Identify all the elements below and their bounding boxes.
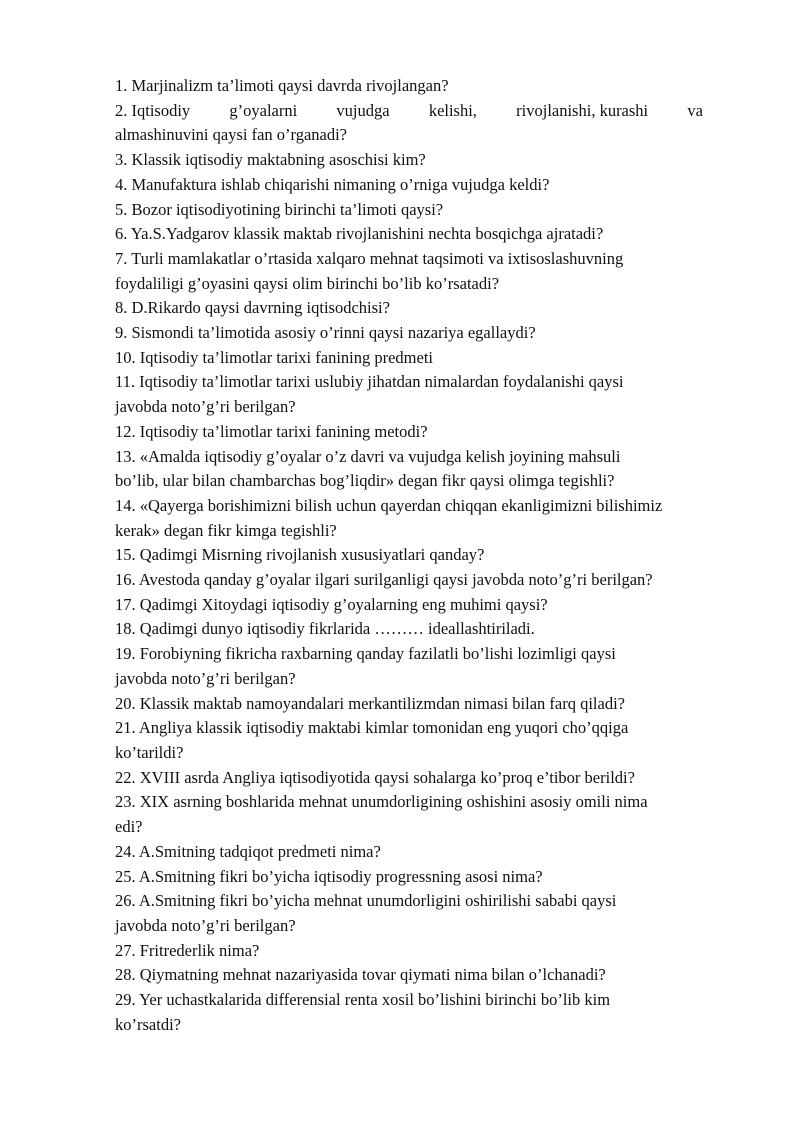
- question-text: A.Smitning fikri bo’yicha mehnat unumdorligini oshirilishi sababi qaysi: [138, 891, 617, 911]
- question-number: 10.: [115, 347, 136, 367]
- question-number: 2.: [115, 100, 128, 120]
- question-text: Angliya klassik iqtisodiy maktabi kimlar tomonidan eng yuqori cho’qqiga: [138, 718, 629, 738]
- question-text: D.Rikardo qaysi davrning iqtisodchisi?: [131, 298, 390, 318]
- question-text: Forobiyning fikricha raxbarning qanday fazilatli bo’lishi lozimligi qaysi: [139, 644, 616, 664]
- question-text-continuation: foydaliligi g’oyasini qaysi olim birinchi bo’lib ko’rsatadi?: [115, 273, 500, 293]
- question-22: [115, 766, 740, 791]
- question-text: Qadimgi dunyo iqtisodiy fikrlarida ……… ideallashtiriladi.: [139, 619, 535, 639]
- question-number: 18.: [115, 619, 136, 639]
- question-3: [115, 148, 740, 173]
- question-13: [115, 445, 740, 494]
- question-text: «Amalda iqtisodiy g’oyalar o’z davri va vujudga kelish joyining mahsuli: [139, 446, 621, 466]
- question-text: Marjinalizm ta’limoti qaysi davrda rivojlangan?: [131, 76, 449, 95]
- question-number: 20.: [115, 693, 136, 713]
- question-number: 16.: [115, 570, 136, 590]
- question-11: [115, 370, 740, 419]
- question-text: Iqtisodiy ta’limotlar tarixi fanining predmeti: [139, 347, 434, 367]
- question-5: [115, 198, 740, 223]
- question-27: [115, 939, 740, 964]
- question-21: [115, 716, 740, 765]
- question-28: [115, 963, 740, 988]
- question-number: 29.: [115, 990, 136, 1010]
- question-text: Yer uchastkalarida differensial renta xosil bo’lishini birinchi bo’lib kim: [139, 990, 611, 1010]
- question-text: Iqtisodiy ta’limotlar tarixi uslubiy jihatdan nimalardan foydalanishi qaysi: [139, 372, 624, 392]
- question-number: 13.: [115, 446, 136, 466]
- question-12: [115, 420, 740, 445]
- question-text: Fritrederlik nima?: [139, 940, 260, 960]
- question-number: 5.: [115, 199, 128, 219]
- question-text-continuation: almashinuvini qaysi fan o’rganadi?: [115, 125, 348, 145]
- question-number: 6.: [115, 224, 128, 244]
- question-text: Manufaktura ishlab chiqarishi nimaning o’rniga vujudga keldi?: [131, 174, 550, 194]
- question-text-continuation: ko’tarildi?: [115, 742, 184, 762]
- question-number: 17.: [115, 594, 136, 614]
- question-7: [115, 247, 740, 296]
- question-number: 23.: [115, 792, 136, 812]
- question-16: [115, 568, 740, 593]
- question-number: 24.: [115, 841, 136, 861]
- question-2-line-1: [115, 99, 703, 124]
- question-text: Klassik iqtisodiy maktabning asoschisi kim?: [131, 150, 426, 170]
- question-text: XVIII asrda Angliya iqtisodiyotida qaysi sohalarga ko’proq e’tibor berildi?: [139, 767, 635, 787]
- question-10: [115, 346, 740, 371]
- question-text: Sismondi ta’limotida asosiy o’rinni qaysi nazariya egallaydi?: [131, 323, 536, 343]
- question-word: Iqtisodiy: [131, 100, 191, 120]
- question-text: Qiymatning mehnat nazariyasida tovar qiymati nima bilan o’lchanadi?: [139, 965, 606, 985]
- question-text-continuation: javobda noto’g’ri berilgan?: [115, 397, 296, 417]
- question-4: [115, 173, 740, 198]
- question-8: [115, 296, 740, 321]
- question-text: A.Smitning fikri bo’yicha iqtisodiy progressning asosi nima?: [138, 866, 543, 886]
- question-text: Iqtisodiy ta’limotlar tarixi fanining metodi?: [139, 421, 428, 441]
- question-number: 27.: [115, 940, 136, 960]
- question-2: [115, 99, 740, 148]
- question-number: 4.: [115, 174, 128, 194]
- question-number: 3.: [115, 150, 128, 170]
- question-number: 15.: [115, 545, 136, 565]
- question-text-continuation: bo’lib, ular bilan chambarchas bog’liqdir» degan fikr qaysi olimga tegishli?: [115, 471, 615, 491]
- question-26: [115, 889, 740, 938]
- question-number: 1.: [115, 76, 128, 95]
- question-text: Ya.S.Yadgarov klassik maktab rivojlanishini nechta bosqichga ajratadi?: [130, 224, 604, 244]
- question-6: [115, 222, 740, 247]
- question-1: [115, 74, 740, 99]
- question-text-continuation: javobda noto’g’ri berilgan?: [115, 668, 296, 688]
- question-text: Klassik maktab namoyandalari merkantilizmdan nimasi bilan farq qiladi?: [139, 693, 625, 713]
- question-number: 7.: [115, 248, 128, 268]
- question-number: 11.: [115, 372, 136, 392]
- question-text: «Qayerga borishimizni bilish uchun qayerdan chiqqan ekanligimizni bilishimiz: [139, 495, 663, 515]
- question-text: XIX asrning boshlarida mehnat unumdorligining oshishini asosiy omili nima: [139, 792, 648, 812]
- question-14: [115, 494, 740, 543]
- question-text: Bozor iqtisodiyotining birinchi ta’limoti qaysi?: [131, 199, 444, 219]
- question-text: A.Smitning tadqiqot predmeti nima?: [138, 841, 381, 861]
- question-25: [115, 865, 740, 890]
- question-text-continuation: edi?: [115, 817, 143, 837]
- question-29: [115, 988, 740, 1037]
- question-text-continuation: kerak» degan fikr kimga tegishli?: [115, 520, 337, 540]
- question-20: [115, 692, 740, 717]
- question-9: [115, 321, 740, 346]
- question-word: rivojlanishi, kurashi: [516, 100, 649, 120]
- question-24: [115, 840, 740, 865]
- question-word: va: [687, 100, 703, 120]
- question-number: 12.: [115, 421, 136, 441]
- question-text: Avestoda qanday g’oyalar ilgari surilganligi qaysi javobda noto’g’ri berilgan?: [138, 570, 653, 590]
- question-number: 28.: [115, 965, 136, 985]
- question-text-continuation: ko’rsatdi?: [115, 1014, 181, 1034]
- question-number: 25.: [115, 866, 136, 886]
- question-18: [115, 617, 740, 642]
- question-23: [115, 790, 740, 839]
- question-19: [115, 642, 740, 691]
- question-text: Qadimgi Xitoydagi iqtisodiy g’oyalarning eng muhimi qaysi?: [139, 594, 548, 614]
- question-number: 22.: [115, 767, 136, 787]
- question-list: [115, 74, 740, 1037]
- question-word: kelishi,: [428, 100, 477, 120]
- question-text: Turli mamlakatlar o’rtasida xalqaro mehnat taqsimoti va ixtisoslashuvning: [131, 248, 624, 268]
- question-text: Qadimgi Misrning rivojlanish xususiyatlari qanday?: [139, 545, 485, 565]
- question-text-continuation: javobda noto’g’ri berilgan?: [115, 915, 296, 935]
- question-number: 21.: [115, 718, 136, 738]
- question-17: [115, 593, 740, 618]
- question-number: 8.: [115, 298, 128, 318]
- question-15: [115, 543, 740, 568]
- question-word: g’oyalarni: [229, 100, 298, 120]
- question-number: 9.: [115, 323, 128, 343]
- question-word: vujudga: [336, 100, 390, 120]
- question-number: 14.: [115, 495, 136, 515]
- question-number: 26.: [115, 891, 136, 911]
- question-number: 19.: [115, 644, 136, 664]
